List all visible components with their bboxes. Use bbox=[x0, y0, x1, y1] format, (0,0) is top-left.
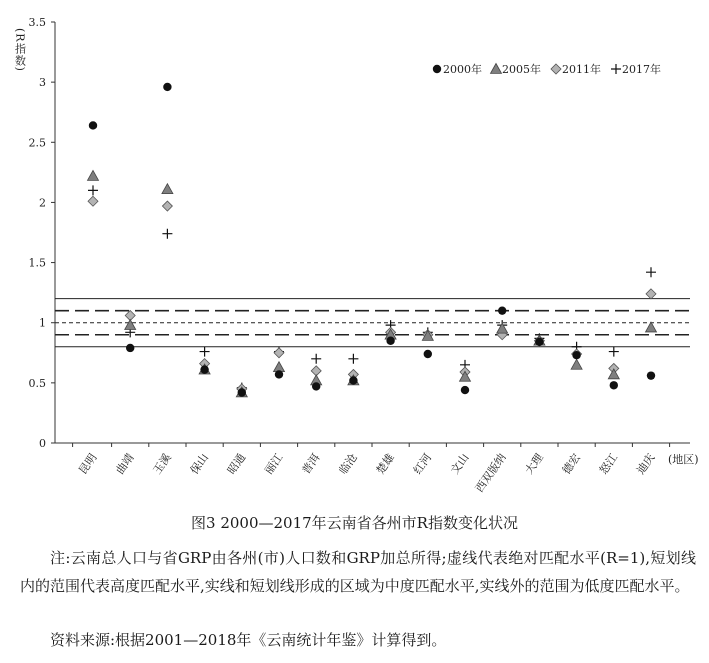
point-triangle-0 bbox=[88, 170, 99, 180]
point-diamond-2 bbox=[162, 201, 172, 211]
point-triangle-15 bbox=[646, 322, 657, 332]
point-plus-2 bbox=[162, 229, 172, 239]
y-tick-label: 3.5 bbox=[28, 16, 46, 29]
x-tick-label: 保山 bbox=[187, 451, 212, 477]
x-tick-label: 西双版纳 bbox=[472, 451, 509, 495]
x-tick-label: 玉溪 bbox=[150, 451, 174, 477]
point-circle-3 bbox=[200, 365, 208, 373]
x-tick-label: 德宏 bbox=[559, 451, 584, 477]
point-plus-14 bbox=[609, 347, 619, 357]
legend-marker-2 bbox=[551, 64, 561, 74]
point-diamond-5 bbox=[274, 348, 284, 358]
y-tick-label: 0.5 bbox=[28, 376, 46, 390]
point-circle-1 bbox=[126, 344, 134, 352]
point-circle-15 bbox=[647, 371, 655, 379]
point-circle-12 bbox=[535, 338, 543, 346]
legend bbox=[433, 62, 661, 76]
x-tick-label: 昆明 bbox=[76, 451, 100, 477]
point-circle-14 bbox=[610, 381, 618, 389]
point-circle-4 bbox=[238, 388, 246, 396]
legend-label-2: 2011年 bbox=[562, 63, 601, 76]
point-triangle-1 bbox=[125, 320, 136, 330]
point-triangle-13 bbox=[571, 359, 582, 369]
point-circle-8 bbox=[386, 337, 394, 345]
point-circle-9 bbox=[424, 350, 432, 358]
point-triangle-2 bbox=[162, 184, 173, 194]
y-axis-label: (R指数) bbox=[13, 28, 27, 72]
x-tick-label: 红河 bbox=[410, 451, 435, 477]
y-tick-label: 2.5 bbox=[28, 136, 46, 150]
x-tick-label: 迪庆 bbox=[634, 451, 658, 477]
point-plus-6 bbox=[311, 354, 321, 364]
x-tick-label: 临沧 bbox=[336, 451, 360, 477]
y-tick-label: 2 bbox=[39, 196, 46, 210]
y-tick-label: 3 bbox=[39, 76, 46, 90]
axes bbox=[14, 16, 699, 495]
x-tick-label: 文山 bbox=[448, 451, 472, 477]
point-circle-2 bbox=[163, 83, 171, 91]
reference-lines bbox=[55, 299, 690, 347]
x-tick-label: 怒江 bbox=[596, 451, 621, 477]
x-tick-label: 楚雄 bbox=[373, 451, 398, 477]
x-axis-label: (地区) bbox=[668, 453, 699, 466]
figure-title: 图3 2000—2017年云南省各州市R指数变化状况 bbox=[191, 514, 518, 532]
y-tick-label: 1.5 bbox=[28, 256, 46, 270]
y-tick-label: 1 bbox=[39, 316, 46, 330]
point-triangle-5 bbox=[274, 362, 285, 372]
figure-note: 注:云南总人口与省GRP由各州(市)人口数和GRP加总所得;虚线代表绝对匹配水平(R=1),短划线内的范围代表高度匹配水平,实线和短划线形成的区域为中度匹配水平,实线外的范围为低度匹配水平。 bbox=[20, 549, 696, 595]
point-circle-6 bbox=[312, 382, 320, 390]
legend-label-1: 2005年 bbox=[502, 63, 541, 76]
point-circle-0 bbox=[89, 121, 97, 129]
data-points bbox=[88, 83, 657, 397]
legend-marker-1 bbox=[491, 64, 502, 74]
x-tick-label: 普洱 bbox=[299, 451, 323, 477]
point-circle-13 bbox=[572, 351, 580, 359]
y-tick-label: 0 bbox=[39, 437, 46, 450]
point-circle-10 bbox=[461, 386, 469, 394]
point-circle-7 bbox=[349, 376, 357, 384]
point-diamond-0 bbox=[88, 196, 98, 206]
x-tick-label: 丽江 bbox=[262, 451, 286, 477]
figure-source: 资料来源:根据2001—2018年《云南统计年鉴》计算得到。 bbox=[50, 631, 447, 649]
point-plus-7 bbox=[348, 354, 358, 364]
x-tick-label: 大理 bbox=[522, 451, 546, 477]
point-plus-3 bbox=[200, 347, 210, 357]
point-diamond-15 bbox=[646, 289, 656, 299]
legend-label-3: 2017年 bbox=[622, 63, 661, 76]
legend-marker-0 bbox=[433, 65, 441, 73]
point-circle-11 bbox=[498, 306, 506, 314]
point-plus-0 bbox=[88, 185, 98, 195]
point-plus-15 bbox=[646, 267, 656, 277]
x-tick-label: 曲靖 bbox=[113, 451, 137, 477]
x-tick-label: 昭通 bbox=[224, 451, 249, 477]
point-circle-5 bbox=[275, 370, 283, 378]
legend-label-0: 2000年 bbox=[443, 63, 482, 76]
legend-marker-3 bbox=[611, 64, 621, 74]
point-triangle-14 bbox=[608, 369, 619, 379]
